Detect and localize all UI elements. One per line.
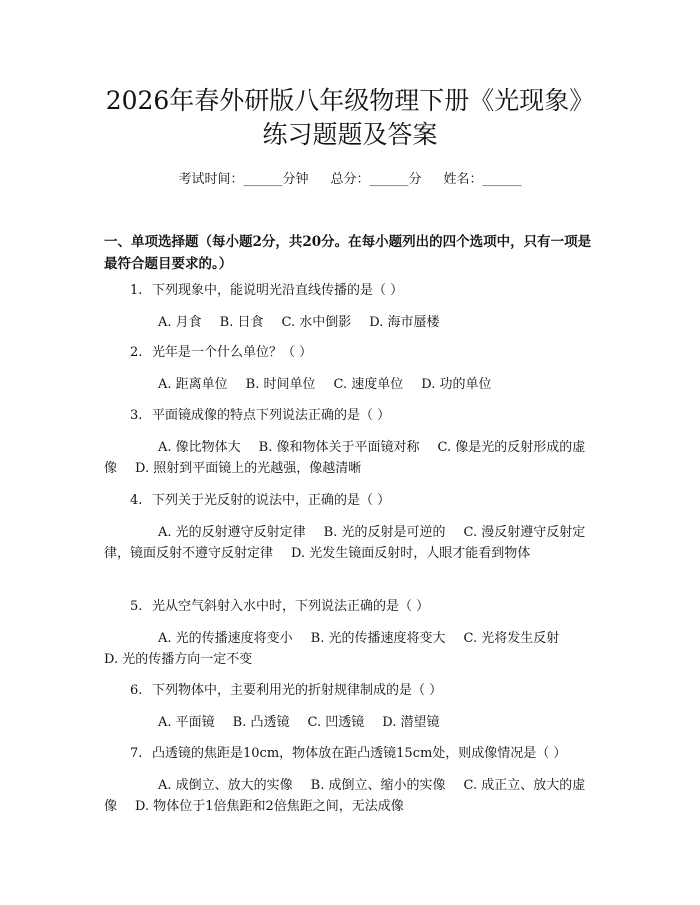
question-options [104, 775, 596, 817]
question-number: 7. [130, 746, 143, 761]
option-c: C. 水中倒影 [281, 315, 352, 330]
question-options [104, 712, 596, 733]
option-b: B. 成倒立、缩小的实像 [310, 778, 446, 793]
question-text: 光从空气斜射入水中时，下列说法正确的是（ ） [152, 599, 430, 614]
question-stem [104, 680, 596, 701]
question-item [104, 405, 596, 479]
question-item [104, 280, 596, 333]
exam-meta [0, 168, 700, 187]
question-stem [104, 596, 596, 617]
question-text: 凸透镜的焦距是10cm，物体放在距凸透镜15cm处，则成像情况是（ ） [152, 746, 567, 761]
question-options [104, 522, 596, 564]
total-score-field: 总分：______分 [330, 172, 422, 187]
option-a: A. 平面镜 [158, 715, 215, 730]
option-c: C. 光将发生反射 [463, 631, 560, 646]
question-text: 下列物体中，主要利用光的折射规律制成的是（ ） [152, 683, 443, 698]
option-b: B. 时间单位 [245, 377, 316, 392]
option-b: B. 光的反射是可逆的 [323, 525, 446, 540]
question-item [104, 342, 596, 395]
option-a: A. 月食 [158, 315, 202, 330]
question-item [104, 680, 596, 733]
document-title-line2: 练习题题及答案 [262, 120, 438, 149]
student-name-field: 姓名：______ [443, 172, 522, 187]
option-b: B. 日食 [219, 315, 264, 330]
option-c: C. 像是光的反射形成的虚像 [104, 440, 586, 476]
question-text: 平面镜成像的特点下列说法正确的是（ ） [152, 408, 391, 423]
option-a: A. 光的反射遵守反射定律 [158, 525, 306, 540]
option-b: B. 凸透镜 [232, 715, 290, 730]
option-a: A. 距离单位 [158, 377, 228, 392]
option-d: D. 光发生镜面反射时，人眼才能看到物体 [291, 546, 531, 561]
option-c: C. 漫反射遵守反射定律，镜面反射不遵守反射定律 [104, 525, 586, 561]
option-b: B. 像和物体关于平面镜对称 [258, 440, 420, 455]
question-item [104, 596, 596, 670]
option-a: A. 光的传播速度将变小 [158, 631, 293, 646]
question-stem [104, 342, 596, 363]
question-options [104, 437, 596, 479]
option-d: D. 功的单位 [421, 377, 492, 392]
option-d: D. 潜望镜 [382, 715, 440, 730]
question-stem [104, 490, 596, 511]
question-number: 1. [130, 283, 143, 298]
option-d: D. 物体位于1倍焦距和2倍焦距之间，无法成像 [135, 799, 404, 814]
option-c: C. 凹透镜 [307, 715, 365, 730]
option-c: C. 速度单位 [333, 377, 404, 392]
question-stem [104, 280, 596, 301]
question-text: 光年是一个什么单位？（ ） [152, 345, 313, 360]
option-d: D. 照射到平面镜上的光越强，像越清晰 [135, 461, 362, 476]
document-title-line1: 2026年春外研版八年级物理下册《光现象》 [105, 86, 595, 115]
question-text: 下列现象中，能说明光沿直线传播的是（ ） [152, 283, 404, 298]
question-stem [104, 743, 596, 764]
question-number: 6. [130, 683, 143, 698]
question-number: 2. [130, 345, 143, 360]
question-stem [104, 405, 596, 426]
question-number: 5. [130, 599, 143, 614]
option-a: A. 成倒立、放大的实像 [158, 778, 293, 793]
question-options [104, 628, 596, 670]
option-d: D. 海市蜃楼 [369, 315, 440, 330]
exam-time-field: 考试时间：______分钟 [178, 172, 309, 187]
question-number: 3. [130, 408, 143, 423]
question-number: 4. [130, 493, 143, 508]
option-b: B. 光的传播速度将变大 [310, 631, 446, 646]
question-options [104, 374, 596, 395]
question-item [104, 490, 596, 564]
option-a: A. 像比物体大 [158, 440, 241, 455]
question-options [104, 312, 596, 333]
question-item [104, 743, 596, 817]
question-text: 下列关于光反射的说法中，正确的是（ ） [152, 493, 391, 508]
option-d: D. 光的传播方向一定不变 [104, 652, 253, 667]
option-c: C. 成正立、放大的虚像 [104, 778, 586, 814]
section-heading: 一、单项选择题（每小题2分，共20分。在每小题列出的四个选项中，只有一项是最符合题目要求的。） [104, 234, 592, 272]
